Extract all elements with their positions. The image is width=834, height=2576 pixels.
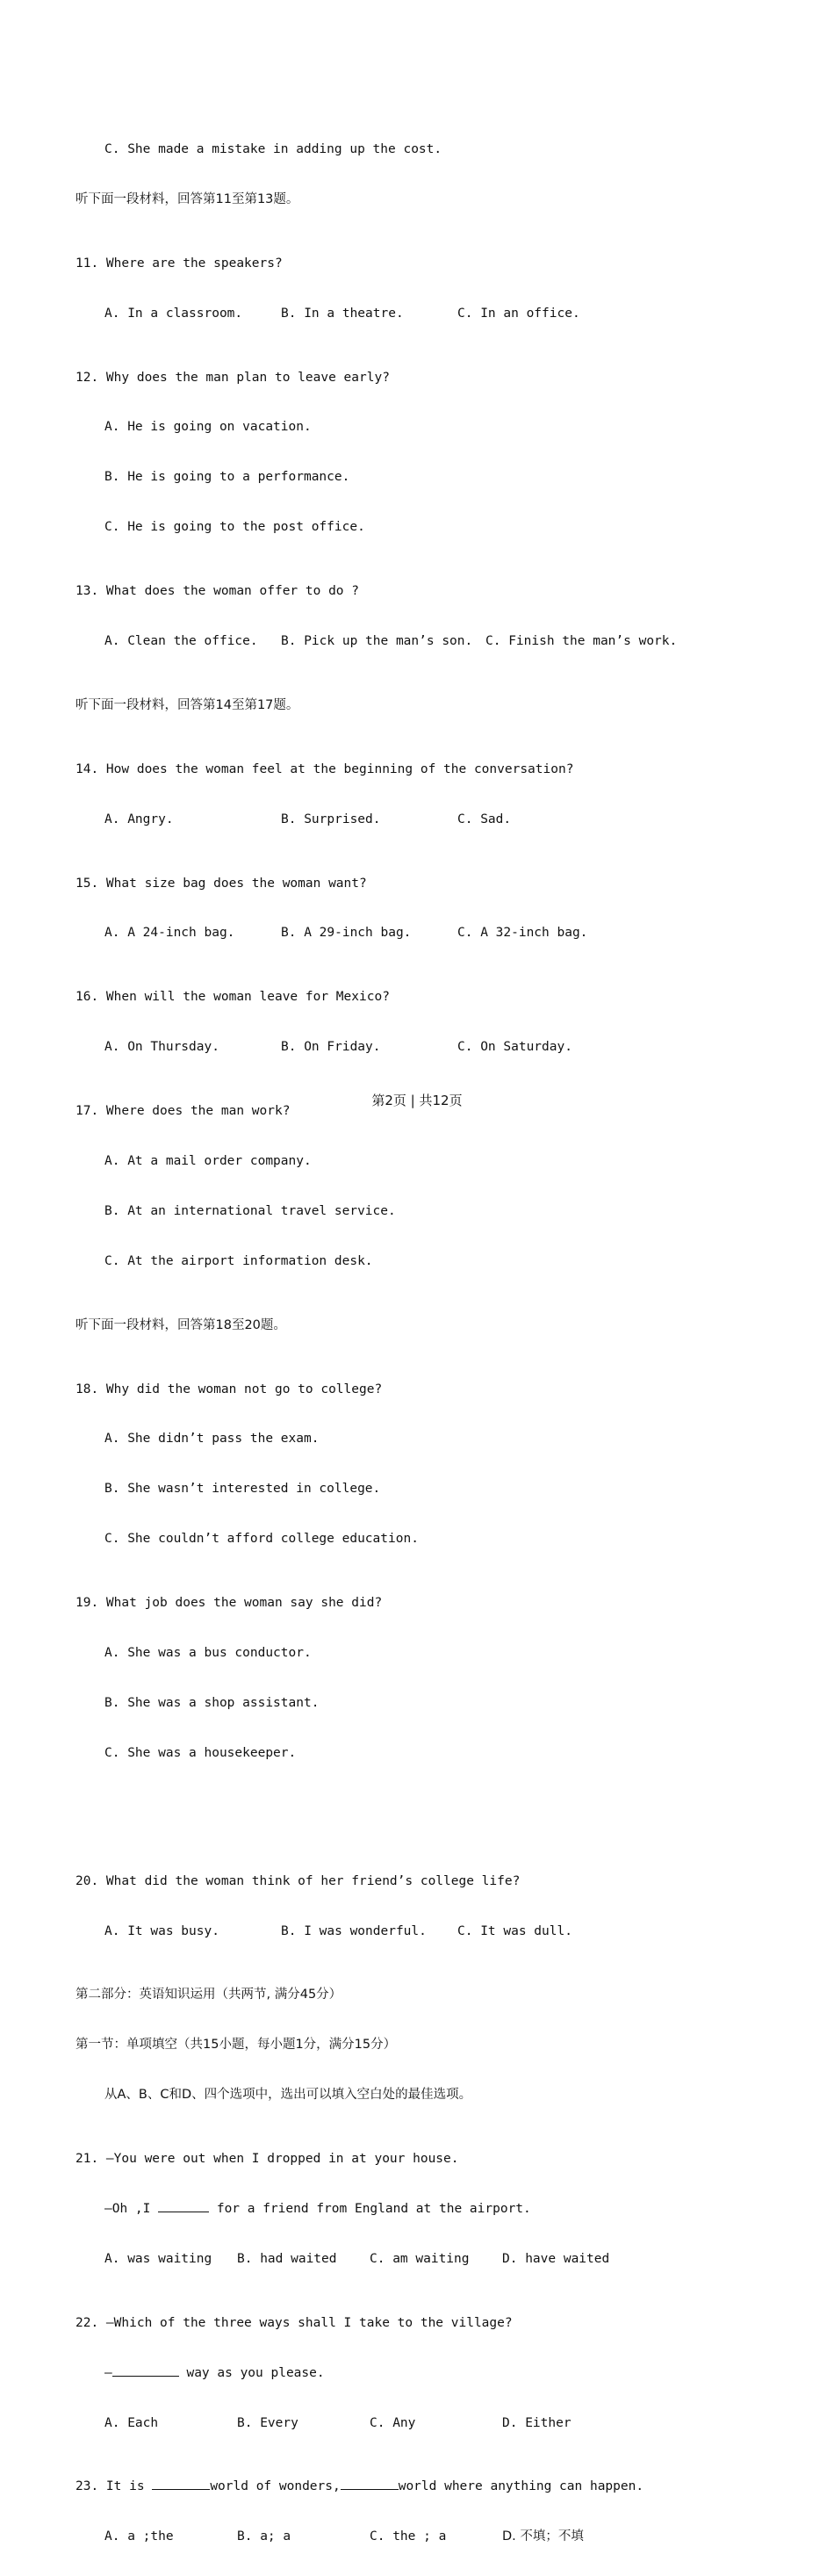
q22-option-b: B. Every bbox=[237, 2415, 298, 2430]
question-22: 22. —Which of the three ways shall I take to the village? bbox=[75, 2315, 513, 2330]
q21-reply-end: for a friend from England at the airport. bbox=[209, 2201, 531, 2216]
question-21-options bbox=[75, 2248, 795, 2270]
part-two-section-one-heading: 第一节：单项填空（共15小题，每小题1分，满分15分） bbox=[75, 2038, 397, 2053]
q23-option-a: A. a ;the bbox=[104, 2529, 174, 2544]
q22-option-c: C. Any bbox=[370, 2415, 416, 2430]
question-18: 18. Why did the woman not go to college? bbox=[75, 1382, 383, 1396]
q11-option-b: B. In a theatre. bbox=[281, 306, 404, 321]
question-11: 11. Where are the speakers? bbox=[75, 256, 283, 271]
q17-option-b: B. At an international travel service. bbox=[104, 1203, 396, 1218]
question-14: 14. How does the woman feel at the beginning of the conversation? bbox=[75, 761, 574, 776]
question-23 bbox=[75, 2476, 795, 2498]
section-heading-18-20: 听下面一段材料，回答第18至20题。 bbox=[75, 1317, 286, 1332]
question-11-options bbox=[75, 303, 795, 325]
page-footer: 第2页 | 共12页 bbox=[371, 1093, 463, 1108]
q23-option-c: C. the ; a bbox=[370, 2529, 447, 2544]
q18-option-c: C. She couldn’t afford college education. bbox=[104, 1532, 419, 1547]
q10-option-c: C. She made a mistake in adding up the cost. bbox=[104, 142, 442, 156]
q18-option-a: A. She didn’t pass the exam. bbox=[104, 1432, 320, 1447]
answer-blank bbox=[152, 2477, 210, 2490]
q14-option-c: C. Sad. bbox=[457, 812, 512, 826]
q20-option-c: C. It was dull. bbox=[457, 1923, 572, 1938]
question-14-options bbox=[75, 809, 795, 831]
q19-option-b: B. She was a shop assistant. bbox=[104, 1695, 320, 1710]
q22-reply-start: — bbox=[104, 2365, 112, 2380]
question-17: 17. Where does the man work? bbox=[75, 1104, 291, 1119]
q15-option-a: A. A 24-inch bag. bbox=[104, 926, 235, 941]
answer-blank bbox=[158, 2199, 209, 2212]
page-content bbox=[75, 111, 795, 2576]
q22-reply-end: way as you please. bbox=[178, 2365, 325, 2380]
answer-blank bbox=[341, 2477, 399, 2490]
q20-option-a: A. It was busy. bbox=[104, 1923, 219, 1938]
q21-option-d: D. have waited bbox=[502, 2251, 610, 2266]
question-20-options bbox=[75, 1921, 795, 1943]
q14-option-b: B. Surprised. bbox=[281, 812, 381, 826]
answer-blank bbox=[112, 2363, 179, 2377]
part-two-heading: 第二部分：英语知识运用（共两节, 满分45分） bbox=[75, 1988, 342, 2002]
question-23-options bbox=[75, 2526, 795, 2548]
question-20: 20. What did the woman think of her friend’s college life? bbox=[75, 1873, 521, 1888]
spacer bbox=[75, 1807, 795, 1829]
question-13-options bbox=[75, 631, 795, 653]
section-heading-11-13: 听下面一段材料，回答第11至第13题。 bbox=[75, 191, 299, 206]
question-19: 19. What job does the woman say she did? bbox=[75, 1596, 383, 1611]
q13-option-a: A. Clean the office. bbox=[104, 634, 258, 649]
q23-start: 23. It is bbox=[75, 2479, 153, 2494]
question-16: 16. When will the woman leave for Mexico? bbox=[75, 990, 390, 1005]
q23-option-b: B. a; a bbox=[237, 2529, 291, 2544]
q21-option-a: A. was waiting bbox=[104, 2251, 212, 2266]
q21-option-b: B. had waited bbox=[237, 2251, 337, 2266]
question-16-options bbox=[75, 1036, 795, 1058]
q12-option-a: A. He is going on vacation. bbox=[104, 420, 312, 435]
question-15-options bbox=[75, 922, 795, 944]
q21-reply-start: —Oh ,I bbox=[104, 2201, 159, 2216]
q11-option-a: A. In a classroom. bbox=[104, 306, 243, 321]
q14-option-a: A. Angry. bbox=[104, 812, 174, 826]
q13-option-c: C. Finish the man’s work. bbox=[485, 634, 678, 649]
q17-option-c: C. At the airport information desk. bbox=[104, 1253, 373, 1268]
q15-option-c: C. A 32-inch bag. bbox=[457, 926, 588, 941]
question-21-reply bbox=[75, 2198, 795, 2220]
q11-option-c: C. In an office. bbox=[457, 306, 580, 321]
question-15: 15. What size bag does the woman want? bbox=[75, 876, 367, 891]
q19-option-a: A. She was a bus conductor. bbox=[104, 1646, 312, 1661]
question-21: 21. —You were out when I dropped in at your house. bbox=[75, 2152, 459, 2167]
q21-option-c: C. am waiting bbox=[370, 2251, 470, 2266]
section-instructions: 从A、B、C和D、四个选项中，选出可以填入空白处的最佳选项。 bbox=[104, 2088, 472, 2103]
question-22-reply bbox=[75, 2363, 795, 2385]
q12-option-c: C. He is going to the post office. bbox=[104, 520, 365, 535]
q20-option-b: B. I was wonderful. bbox=[281, 1923, 427, 1938]
q17-option-a: A. At a mail order company. bbox=[104, 1154, 312, 1169]
q16-option-b: B. On Friday. bbox=[281, 1040, 381, 1055]
q22-option-d: D. Either bbox=[502, 2415, 572, 2430]
q18-option-b: B. She wasn’t interested in college. bbox=[104, 1482, 381, 1497]
question-22-options bbox=[75, 2413, 795, 2435]
question-12: 12. Why does the man plan to leave early? bbox=[75, 370, 390, 385]
q23-option-d: D. 不填；不填 bbox=[502, 2529, 584, 2544]
q12-option-b: B. He is going to a performance. bbox=[104, 470, 350, 485]
question-13: 13. What does the woman offer to do ? bbox=[75, 584, 360, 599]
q22-option-a: A. Each bbox=[104, 2415, 159, 2430]
section-heading-14-17: 听下面一段材料，回答第14至第17题。 bbox=[75, 697, 299, 712]
q15-option-b: B. A 29-inch bag. bbox=[281, 926, 412, 941]
q16-option-a: A. On Thursday. bbox=[104, 1040, 219, 1055]
q13-option-b: B. Pick up the man’s son. bbox=[281, 634, 473, 649]
q23-end: world where anything can happen. bbox=[398, 2479, 644, 2494]
q19-option-c: C. She was a housekeeper. bbox=[104, 1745, 297, 1760]
q23-middle: world of wonders, bbox=[210, 2479, 341, 2494]
q16-option-c: C. On Saturday. bbox=[457, 1040, 572, 1055]
